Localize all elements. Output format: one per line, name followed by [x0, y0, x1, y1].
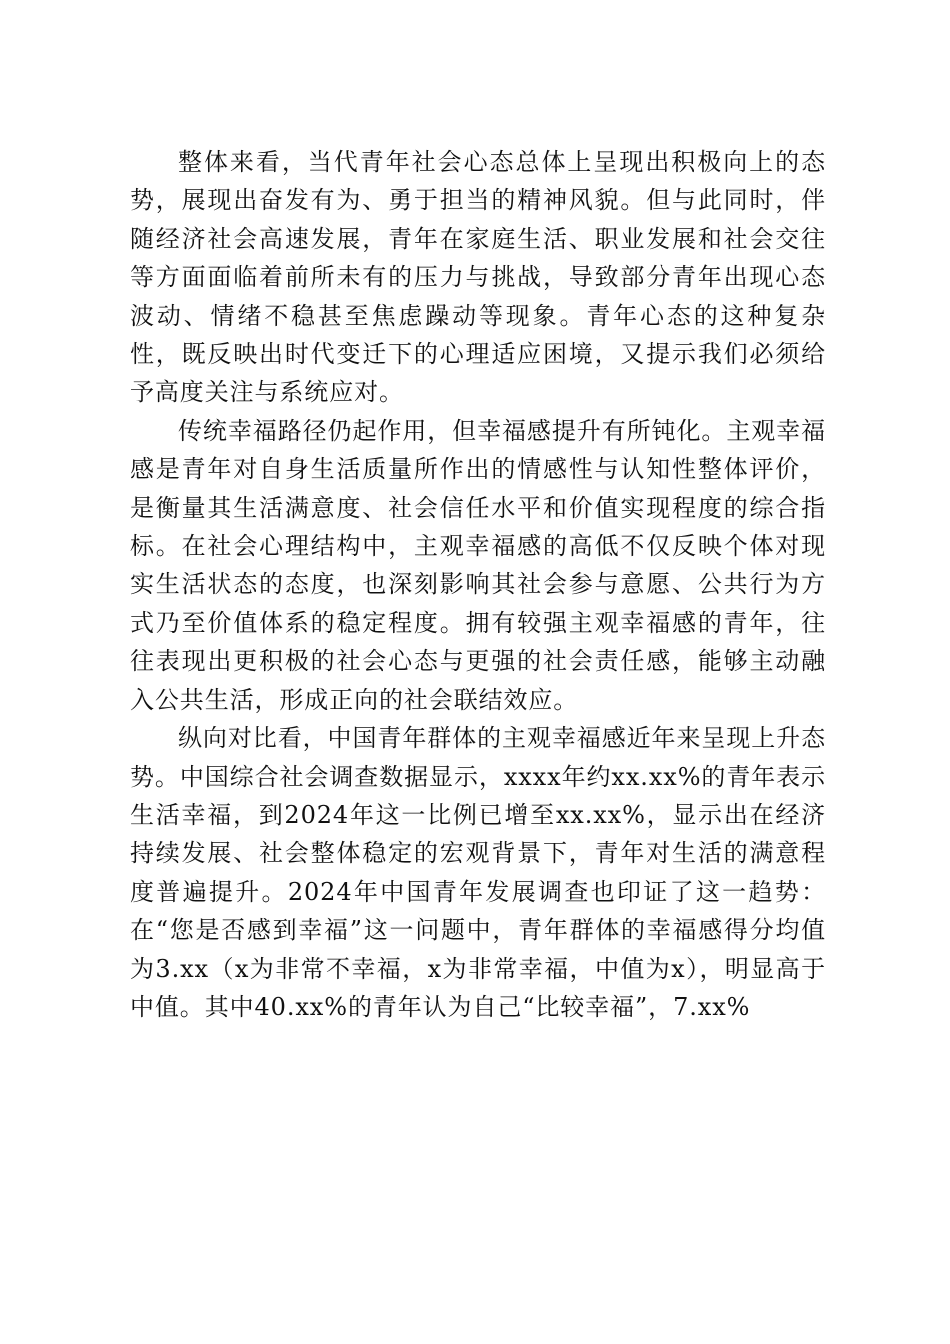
paragraph-overview: 整体来看，当代青年社会心态总体上呈现出积极向上的态势，展现出奋发有为、勇于担当的精神风貌。但与此同时，伴随经济社会高速发展，青年在家庭生活、职业发展和社会交往等方面面临着前所未有的压力与挑战，导致部分青年出现心态波动、情绪不稳甚至焦虑躁动等现象。青年心态的这种复杂性，既反映出时代变迁下的心理适应困境，又提示我们必须给予高度关注与系统应对。	[130, 148, 826, 407]
paragraph-happiness-path: 传统幸福路径仍起作用，但幸福感提升有所钝化。主观幸福感是青年对自身生活质量所作出的情感性与认知性整体评价，是衡量其生活满意度、社会信任水平和价值实现程度的综合指标。在社会心理结构中，主观幸福感的高低不仅反映个体对现实生活状态的态度，也深刻影响其社会参与意愿、公共行为方式乃至价值体系的稳定程度。拥有较强主观幸福感的青年，往往表现出更积极的社会心态与更强的社会责任感，能够主动融入公共生活，形成正向的社会联结效应。	[130, 416, 826, 714]
document-page	[130, 143, 826, 1026]
paragraph-longitudinal-comparison: 纵向对比看，中国青年群体的主观幸福感近年来呈现上升态势。中国综合社会调查数据显示，xxxx年约xx.xx%的青年表示生活幸福，到2024年这一比例已增至xx.xx%，显示出在经济持续发展、社会整体稳定的宏观背景下，青年对生活的满意程度普遍提升。2024年中国青年发展调查也印证了这一趋势：在“您是否感到幸福”这一问题中，青年群体的幸福感得分均值为3.xx（x为非常不幸福，x为非常幸福，中值为x），明显高于中值。其中40.xx%的青年认为自己“比较幸福”，7.xx%	[130, 724, 826, 1021]
